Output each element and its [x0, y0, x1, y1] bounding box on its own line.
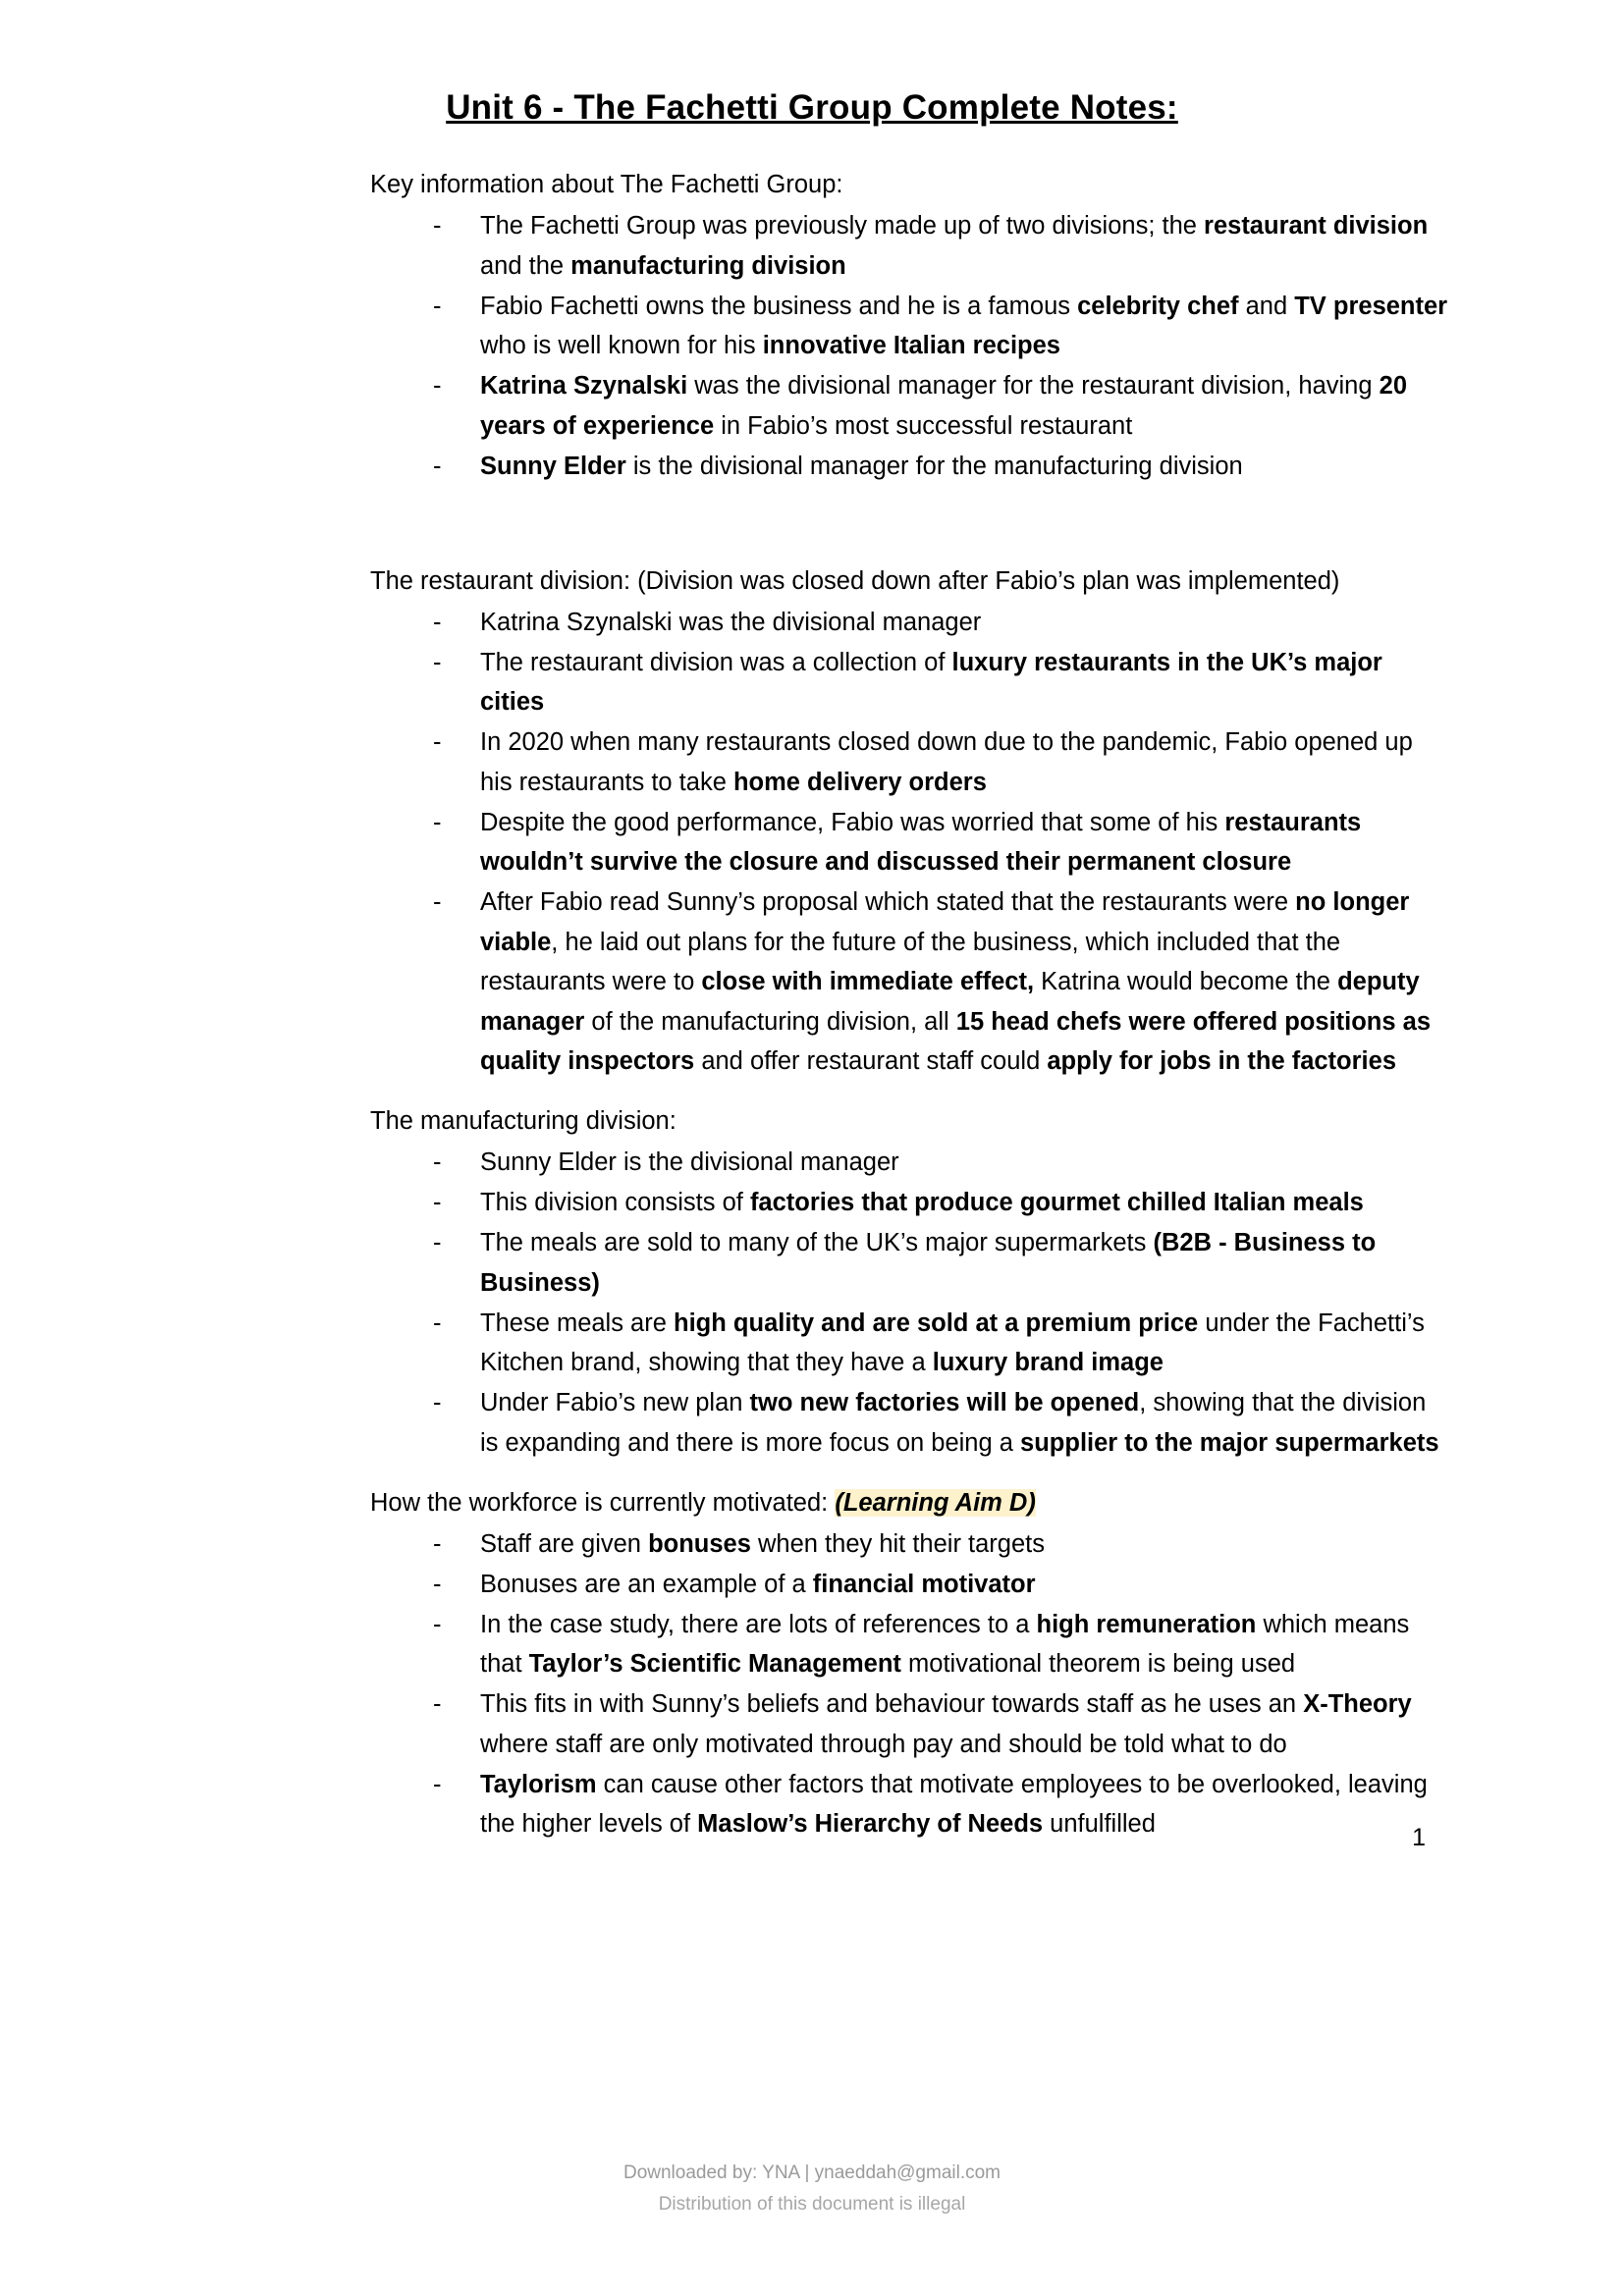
list-item: - Fabio Fachetti owns the business and he is a famous celebrity chef and TV presenter who is well known for his innovative Italian recipes: [427, 287, 1450, 366]
footer-download-line: Downloaded by: YNA | ynaeddah@gmail.com: [623, 2163, 1001, 2183]
list-item: - Katrina Szynalski was the divisional manager: [427, 603, 1450, 643]
section-heading: The manufacturing division:: [370, 1107, 677, 1135]
list-item: - Under Fabio’s new plan two new factories will be opened, showing that the division is expanding and there is more focus on being a supplier to the major supermarkets: [427, 1383, 1450, 1463]
list-item: - Despite the good performance, Fabio was worried that some of his restaurants wouldn’t survive the closure and discussed their permanent closure: [427, 803, 1450, 882]
section-heading: Key information about The Fachetti Group:: [370, 171, 843, 198]
list-item: - Katrina Szynalski was the divisional manager for the restaurant division, having 20 years of experience in Fabio’s most successful restaurant: [427, 366, 1450, 446]
bullet-list: [370, 1524, 1450, 1844]
document-body: [174, 128, 1450, 1844]
list-item: - These meals are high quality and are sold at a premium price under the Fachetti’s Kitchen brand, showing that they have a luxury brand image: [427, 1304, 1450, 1383]
spacer: [370, 1082, 1450, 1101]
spacer: [370, 1464, 1450, 1483]
list-item: - Sunny Elder is the divisional manager: [427, 1143, 1450, 1183]
list-item: - Staff are given bonuses when they hit their targets: [427, 1524, 1450, 1565]
bullet-list: [370, 206, 1450, 486]
bullet-list: [370, 1143, 1450, 1463]
list-item: - Taylorism can cause other factors that motivate employees to be overlooked, leaving the higher levels of Maslow’s Hierarchy of Needs unfulfilled: [427, 1765, 1450, 1844]
page-number: 1: [1412, 1824, 1426, 1851]
section-heading: The restaurant division: (Division was closed down after Fabio’s plan was implemented): [370, 566, 1340, 595]
list-item: - In the case study, there are lots of references to a high remuneration which means that Taylor’s Scientific Management motivational theorem is being used: [427, 1605, 1450, 1684]
section-manufacturing-division: [370, 1101, 1450, 1463]
list-item: - In 2020 when many restaurants closed down due to the pandemic, Fabio opened up his restaurants to take home delivery orders: [427, 722, 1450, 802]
spacer: [370, 487, 1450, 561]
section-workforce-motivation: [370, 1483, 1450, 1844]
list-item: - The restaurant division was a collection of luxury restaurants in the UK’s major cities: [427, 643, 1450, 722]
list-item: - Sunny Elder is the divisional manager for the manufacturing division: [427, 447, 1450, 487]
list-item: - The Fachetti Group was previously made up of two divisions; the restaurant division and the manufacturing division: [427, 206, 1450, 286]
page-title: Unit 6 - The Fachetti Group Complete Notes:: [446, 88, 1178, 127]
list-item: - After Fabio read Sunny’s proposal which stated that the restaurants were no longer viable, he laid out plans for the future of the business, which included that the restaurants were to close with immediate effect, Katrina would become the deputy manager of the manufacturing division, all 15 head chefs were offered positions as quality inspectors and offer restaurant staff could apply for jobs in the factories: [427, 882, 1450, 1082]
section-restaurant-division: [370, 561, 1450, 1082]
list-item: - The meals are sold to many of the UK’s major supermarkets (B2B - Business to Business): [427, 1223, 1450, 1303]
list-item: - Bonuses are an example of a financial motivator: [427, 1565, 1450, 1605]
spacer: [370, 128, 1450, 165]
list-item: - This fits in with Sunny’s beliefs and behaviour towards staff as he uses an X-Theory where staff are only motivated through pay and should be told what to do: [427, 1684, 1450, 1764]
list-item: - This division consists of factories that produce gourmet chilled Italian meals: [427, 1183, 1450, 1223]
bullet-list: [370, 603, 1450, 1082]
document-footer: [0, 2158, 1624, 2220]
footer-distribution-line: Distribution of this document is illegal: [658, 2194, 966, 2215]
section-key-information: [370, 165, 1450, 486]
section-heading: How the workforce is currently motivated: (Learning Aim D): [370, 1488, 1036, 1517]
